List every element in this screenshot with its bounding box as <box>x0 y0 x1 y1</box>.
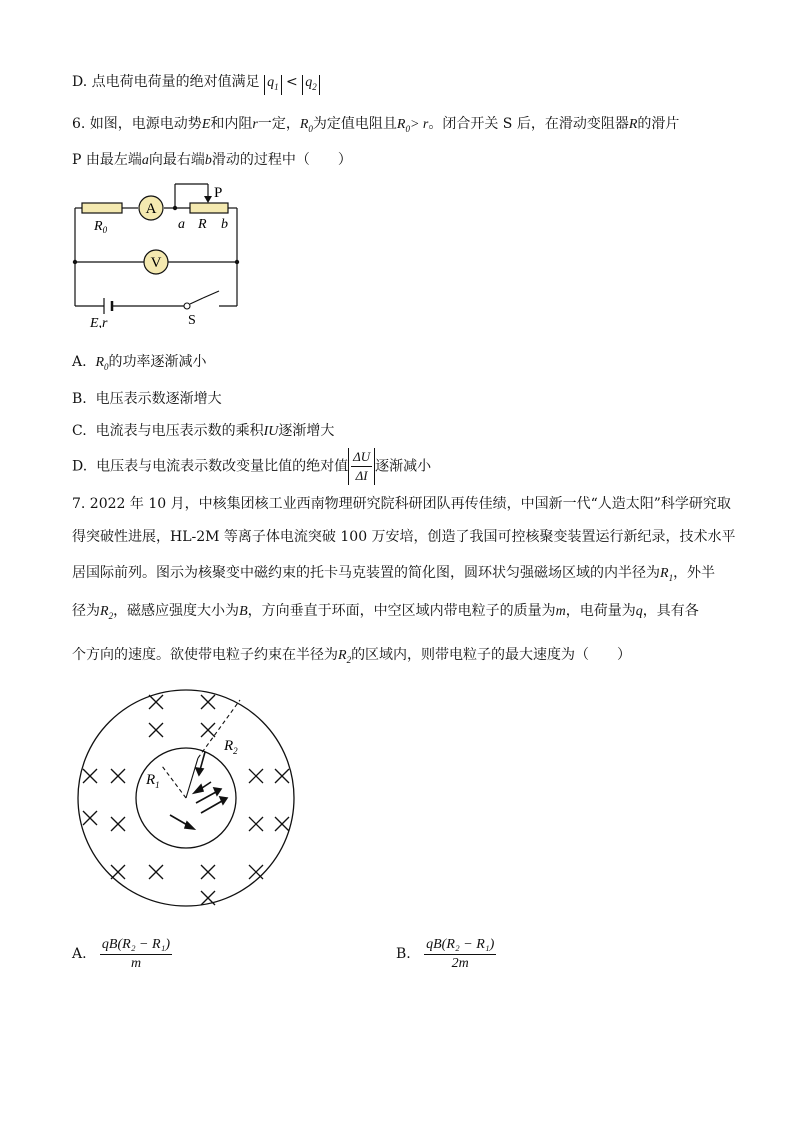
label-r0: $R_0$ <box>94 219 108 235</box>
circuit-diagram <box>70 178 250 328</box>
ammeter-label: A <box>145 201 157 217</box>
resistor-r0 <box>82 203 122 213</box>
cross-mark <box>201 865 215 879</box>
label-s: S <box>188 313 196 328</box>
q7-line2: 得突破性进展，HL-2M 等离子体电流突破 100 万安培，创造了我国可控核聚变装置运行新纪录，技术水平 <box>72 529 736 545</box>
less-than: < <box>286 74 298 90</box>
label-p: P <box>214 185 223 201</box>
q6-stem-line2: P 由最左端a向最右端b滑动的过程中（ ） <box>72 152 352 168</box>
option-text: 点电荷电荷量的绝对值满足 <box>91 74 260 90</box>
cross-mark <box>111 769 125 783</box>
q7-line4: 径为$R_2$，磁感应强度大小为B，方向垂直于环面，中空区域内带电粒子的质量为m，电荷量为q，具有各 <box>72 603 699 621</box>
cross-mark <box>149 695 163 709</box>
q6-option-a: A. $R_0$的功率逐渐减小 <box>72 354 207 372</box>
q7-line3: 居国际前列。图示为核聚变中磁约束的托卡马克装置的简化图，圆环状匀强磁场区域的内半径为$R_1$，外半 <box>72 565 716 583</box>
cross-mark <box>275 817 289 831</box>
switch-blade <box>190 298 203 304</box>
cross-mark <box>83 811 97 825</box>
q7-option-b: B. $\frac{\text{qB(R₂ − R₁)}}{2m}$ <box>396 936 495 971</box>
cross-mark <box>83 769 97 783</box>
cross-mark <box>149 865 163 879</box>
cross-mark <box>249 769 263 783</box>
label-e-r: E,r <box>90 316 108 328</box>
cross-mark <box>201 723 215 737</box>
q7-line1: 7. 2022 年 10 月，中核集团核工业西南物理研究院科研团队再传佳绩，中国新一代“人造太阳”科学研究取 <box>72 496 731 512</box>
slider-arrow <box>204 196 212 203</box>
cross-mark <box>201 695 215 709</box>
cross-mark <box>111 817 125 831</box>
option-label: D. <box>72 74 88 90</box>
q6-option-c: C. 电流表与电压表示数的乘积IU逐渐增大 <box>72 423 335 439</box>
cross-mark <box>201 891 215 905</box>
radius-r1-line <box>162 766 186 798</box>
q7-line5: 个方向的速度。欲使带电粒子约束在半径为$R_2$的区域内，则带电粒子的最大速度为（ ） <box>72 647 632 665</box>
label-b: b <box>221 217 228 232</box>
q6-option-d: D. 电压表与电流表示数改变量比值的绝对值 $\frac{\Delta U}{\Delta I}$ 逐渐减小 <box>72 449 432 483</box>
abs-q1: $q_1$ <box>264 75 282 95</box>
label-a: a <box>178 217 185 232</box>
label-r2: $R_2$ <box>224 738 238 756</box>
q6-option-b: B. 电压表示数逐渐增大 <box>72 391 222 407</box>
label-r: R <box>198 217 207 232</box>
magnetic-field-crosses <box>83 695 289 905</box>
cross-mark <box>249 865 263 879</box>
option-b-fraction: $\frac{\text{qB(R₂ − R₁)}}{2m}$ <box>426 936 495 971</box>
rheostat-r <box>190 203 228 213</box>
cross-mark <box>275 769 289 783</box>
abs-q2: $q_2$ <box>302 75 320 95</box>
velocity-arrow-2 <box>196 792 216 803</box>
q5-option-d <box>72 72 320 95</box>
q6-stem-line1: 6. 如图，电源电动势E和内阻r一定，$R_0$为定值电阻且$R_0> r$。闭合开关 S 后，在滑动变阻器R的滑片 <box>72 116 680 134</box>
tokamak-figure <box>70 682 310 914</box>
option-a-fraction: $\frac{\text{qB(R₂ − R₁)}}{m}$ <box>101 936 171 971</box>
voltmeter-label: V <box>150 255 162 271</box>
velocity-arrow-3 <box>201 801 222 813</box>
label-r1: $R_1$ <box>146 772 160 790</box>
cross-mark <box>149 723 163 737</box>
delta-u-over-delta-i: $\frac{\Delta U}{\Delta I}$ <box>353 449 371 483</box>
cross-mark <box>111 865 125 879</box>
cross-mark <box>249 817 263 831</box>
switch-pivot <box>184 303 190 309</box>
q7-option-a: A. $\frac{\text{qB(R₂ − R₁)}}{m}$ <box>72 936 171 971</box>
velocity-arrow-5 <box>200 752 205 770</box>
